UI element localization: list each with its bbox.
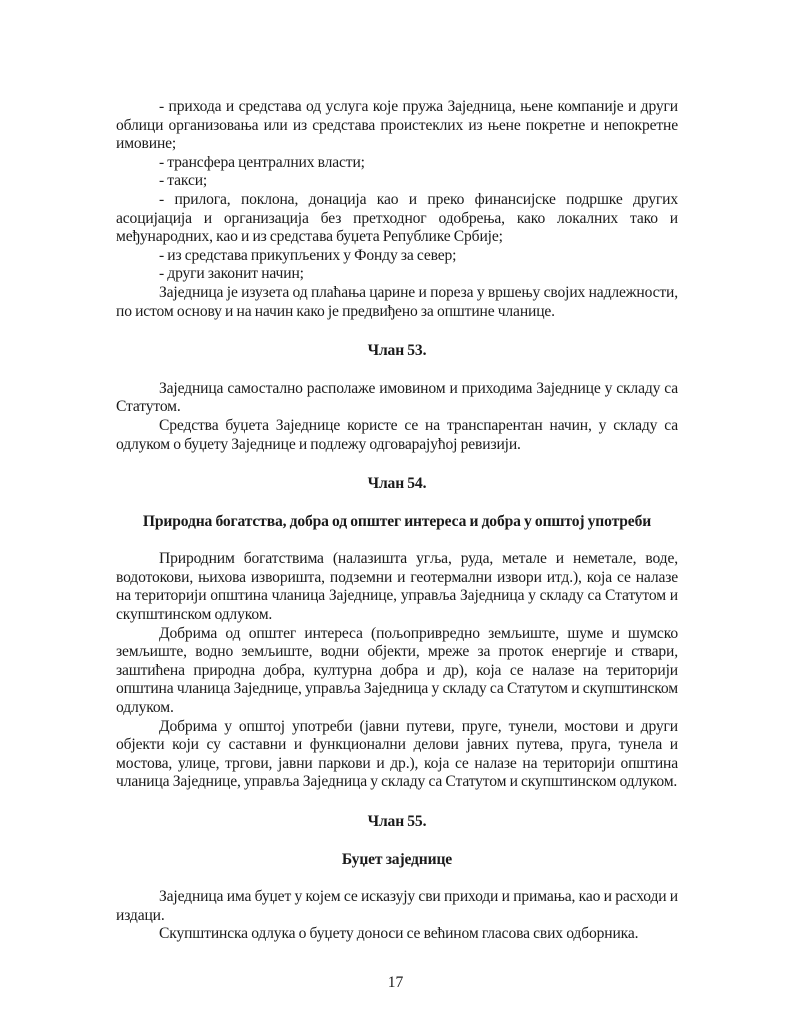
article-54-heading: Члан 54. xyxy=(367,475,427,493)
paragraph: Средства буџета Заједнице користе се на транспарентан начин, у складу са одлуком о буџету Заједнице и подлежу одговарајућој ревизији. xyxy=(116,416,678,453)
article-55-subheading: Буџет заједнице xyxy=(341,850,453,868)
page-number: 17 xyxy=(387,973,404,991)
paragraph: Добрима у општој употреби (јавни путеви, пруге, тунели, мостови и други објекти који су саставни и функционални делови јавних путева, пруга, тунела и мостова, улице, тргови, јавни паркови и др.), која се налазе на територији општина чланица Заједнице, управља Заједница у складу са Статутом и скупштинском одлуком. xyxy=(116,717,678,791)
paragraph: Заједница је изузета од плаћања царине и пореза у вршењу својих надлежности, по истом основу и на начин како је предвиђено за општине чланице. xyxy=(116,283,678,320)
list-item: - из средстава прикупљених у Фонду за север; xyxy=(159,246,457,264)
paragraph: Заједница самостално располаже имовином и приходима Заједнице у складу са Статутом. xyxy=(116,379,678,416)
paragraph: Природним богатствима (налазишта угља, руда, метале и неметале, воде, водотокови, њихова изворишта, подземни и геотермални извори итд.), која се налазе на територији општина чланица Заједнице, управља Заједница у складу са Статутом и скупштинском одлуком. xyxy=(116,550,678,624)
paragraph: Заједница има буџет у којем се исказују сви приходи и примања, као и расходи и издаци. xyxy=(116,888,678,924)
paragraph: Скупштинска одлука о буџету доноси се већином гласова свих одборника. xyxy=(159,925,639,943)
list-item: - такси; xyxy=(159,172,208,190)
article-53-heading: Члан 53. xyxy=(367,342,427,360)
paragraph: Добрима од општег интереса (пољопривредно земљиште, шуме и шумско земљиште, водно земљиште, водни објекти, мреже за проток енергије и ствари, заштићена природна добра, културна добра и др), која се налазе на територији општина чланица Заједнице, управља Заједница у складу са Статутом и скупштинском одлуком. xyxy=(116,624,678,717)
list-item: - други законит начин; xyxy=(159,265,304,283)
list-item: - прихода и средстава од услуга које пружа Заједница, њене компаније и други облици организовања или из средстава проистеклих из њене покретне и непокретне имовине; xyxy=(116,98,678,153)
article-55-heading: Члан 55. xyxy=(367,813,427,830)
list-item: - прилога, поклона, донација као и преко финансијске подршке других асоцијација и организација без претходног одобрења, како локалних тако и међународних, као и из средстава буџета Републике Србије; xyxy=(116,190,678,246)
document-page xyxy=(116,0,678,944)
list-item: - трансфера централних власти; xyxy=(159,153,365,171)
article-54-subheading: Природна богатства, добра од општег интереса и добра у општој употреби xyxy=(142,512,652,530)
